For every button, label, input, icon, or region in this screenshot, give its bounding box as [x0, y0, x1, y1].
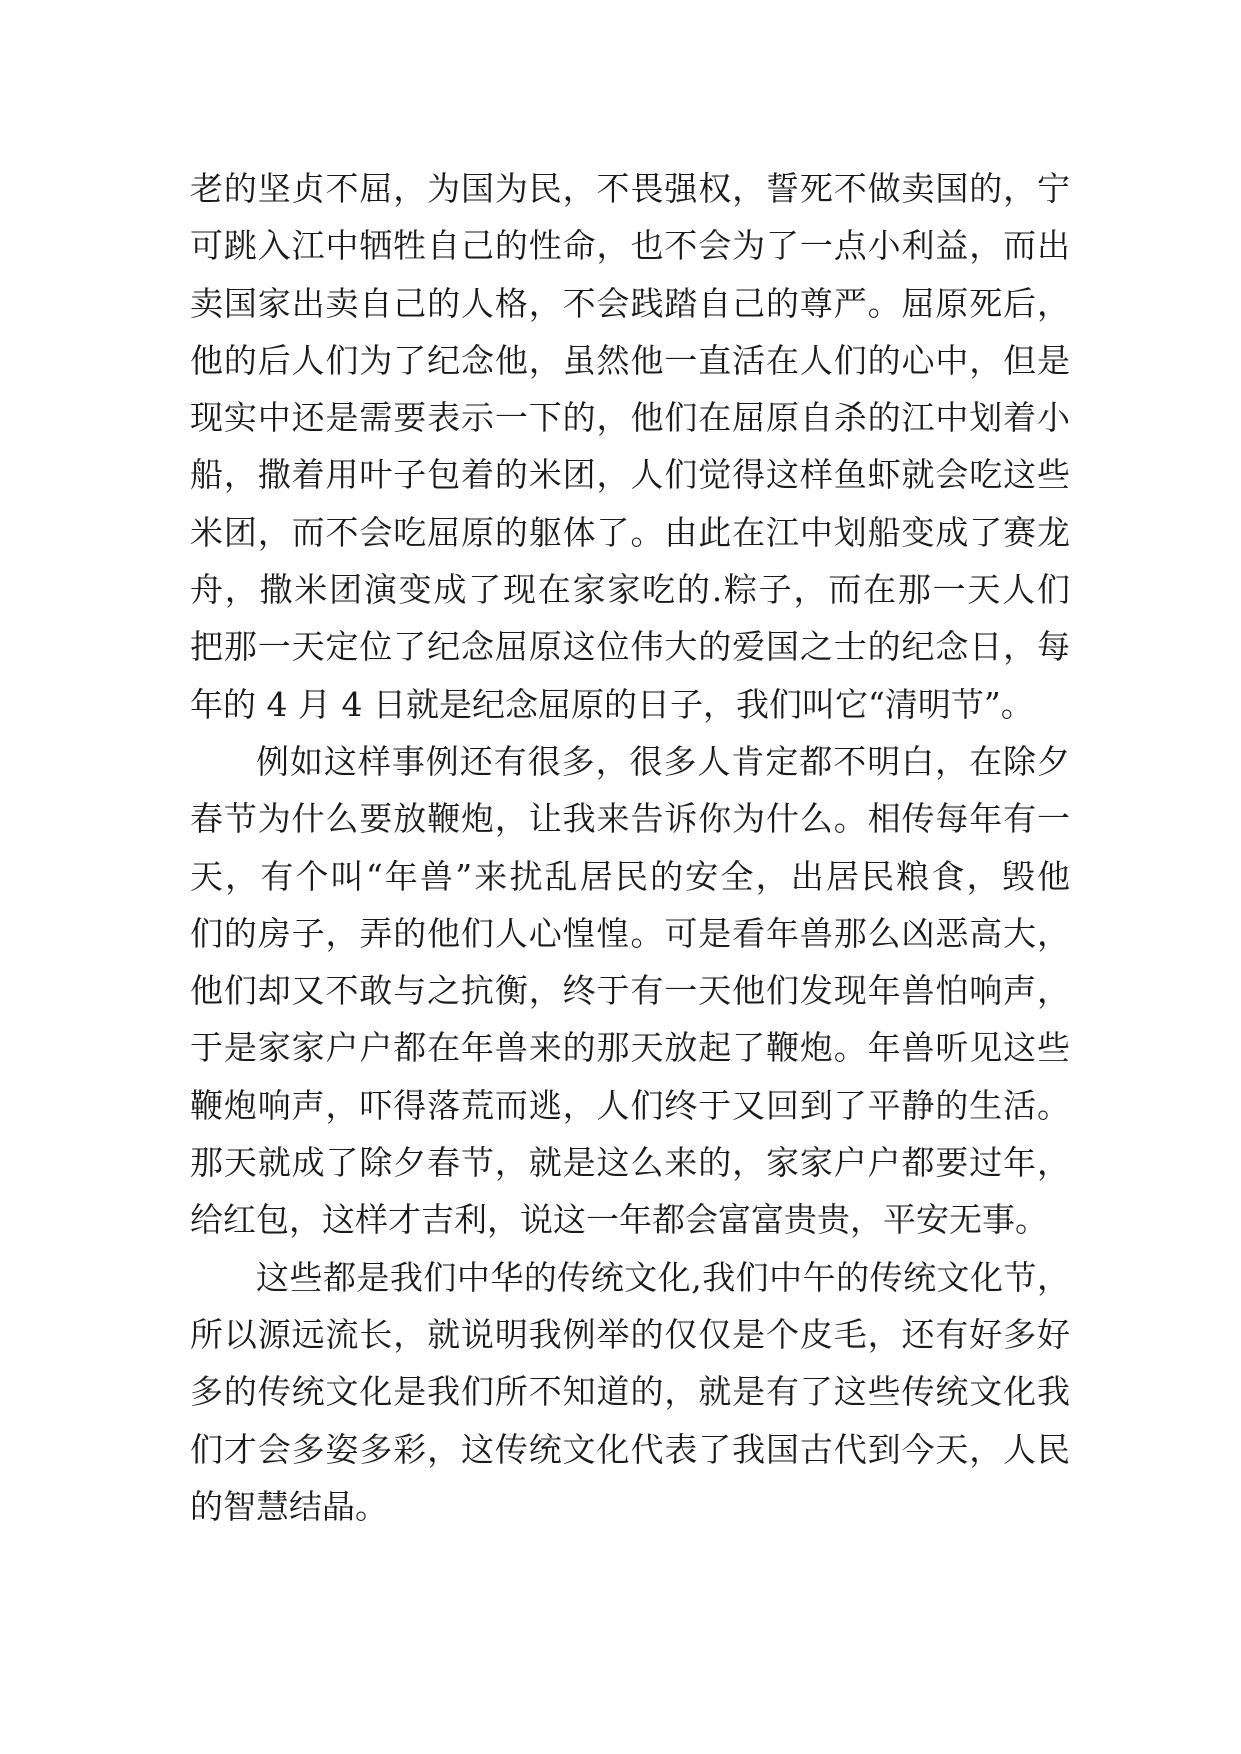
text-line: 卖国家出卖自己的人格，不会践踏自己的尊严。屈原死后， — [190, 283, 1070, 323]
text-line: 把那一天定位了纪念屈原这位伟大的爱国之士的纪念日，每 — [190, 627, 1070, 667]
text-line: 米团，而不会吃屈原的躯体了。由此在江中划船变成了赛龙 — [190, 512, 1070, 552]
text-line: 们才会多姿多彩，这传统文化代表了我国古代到今天，人民 — [190, 1429, 1070, 1469]
text-line: 春节为什么要放鞭炮，让我来告诉你为什么。相传每年有一 — [190, 799, 1070, 839]
paragraph-1 — [190, 160, 1070, 733]
paragraph-2 — [190, 733, 1070, 1249]
text-line: 例如这样事例还有很多，很多人肯定都不明白，在除夕 — [256, 741, 1070, 781]
text-line: 老的坚贞不屈，为国为民，不畏强权，誓死不做卖国的，宁 — [190, 169, 1070, 208]
text-line: 于是家家户户都在年兽来的那天放起了鞭炮。年兽听见这些 — [190, 1028, 1070, 1068]
text-line: 现实中还是需要表示一下的，他们在屈原自杀的江中划着小 — [190, 398, 1070, 438]
text-line: 所以源远流长，就说明我例举的仅仅是个皮毛，还有好多好 — [190, 1314, 1070, 1354]
text-line: 他的后人们为了纪念他，虽然他一直活在人们的心中，但是 — [190, 340, 1070, 380]
text-line: 给红包，这样才吉利，说这一年都会富富贵贵，平安无事。 — [190, 1200, 1048, 1240]
text-line: 多的传统文化是我们所不知道的，就是有了这些传统文化我 — [190, 1372, 1070, 1412]
text-line: 的智慧结晶。 — [190, 1486, 388, 1526]
body-text — [190, 160, 1070, 1535]
text-line: 这些都是我们中华的传统文化,我们中午的传统文化节， — [256, 1257, 1070, 1297]
text-line: 们的房子，弄的他们人心惶惶。可是看年兽那么凶恶高大， — [190, 913, 1070, 953]
paragraph-3 — [190, 1249, 1070, 1535]
text-line: 年的 4 月 4 日就是纪念屈原的日子，我们叫它“清明节”。 — [190, 684, 1034, 724]
text-line: 舟，撒米团演变成了现在家家吃的.粽子，而在那一天人们 — [190, 570, 1070, 610]
text-line: 他们却又不敢与之抗衡，终于有一天他们发现年兽怕响声， — [190, 971, 1070, 1011]
text-line: 可跳入江中牺牲自己的性命，也不会为了一点小利益，而出 — [190, 226, 1070, 266]
text-line: 船，撒着用叶子包着的米团，人们觉得这样鱼虾就会吃这些 — [190, 455, 1070, 495]
text-line: 鞭炮响声，吓得落荒而逃，人们终于又回到了平静的生活。 — [190, 1085, 1070, 1125]
text-line: 天，有个叫“年兽”来扰乱居民的安全，出居民粮食，毁他 — [190, 856, 1070, 896]
text-line: 那天就成了除夕春节，就是这么来的，家家户户都要过年， — [190, 1143, 1070, 1183]
